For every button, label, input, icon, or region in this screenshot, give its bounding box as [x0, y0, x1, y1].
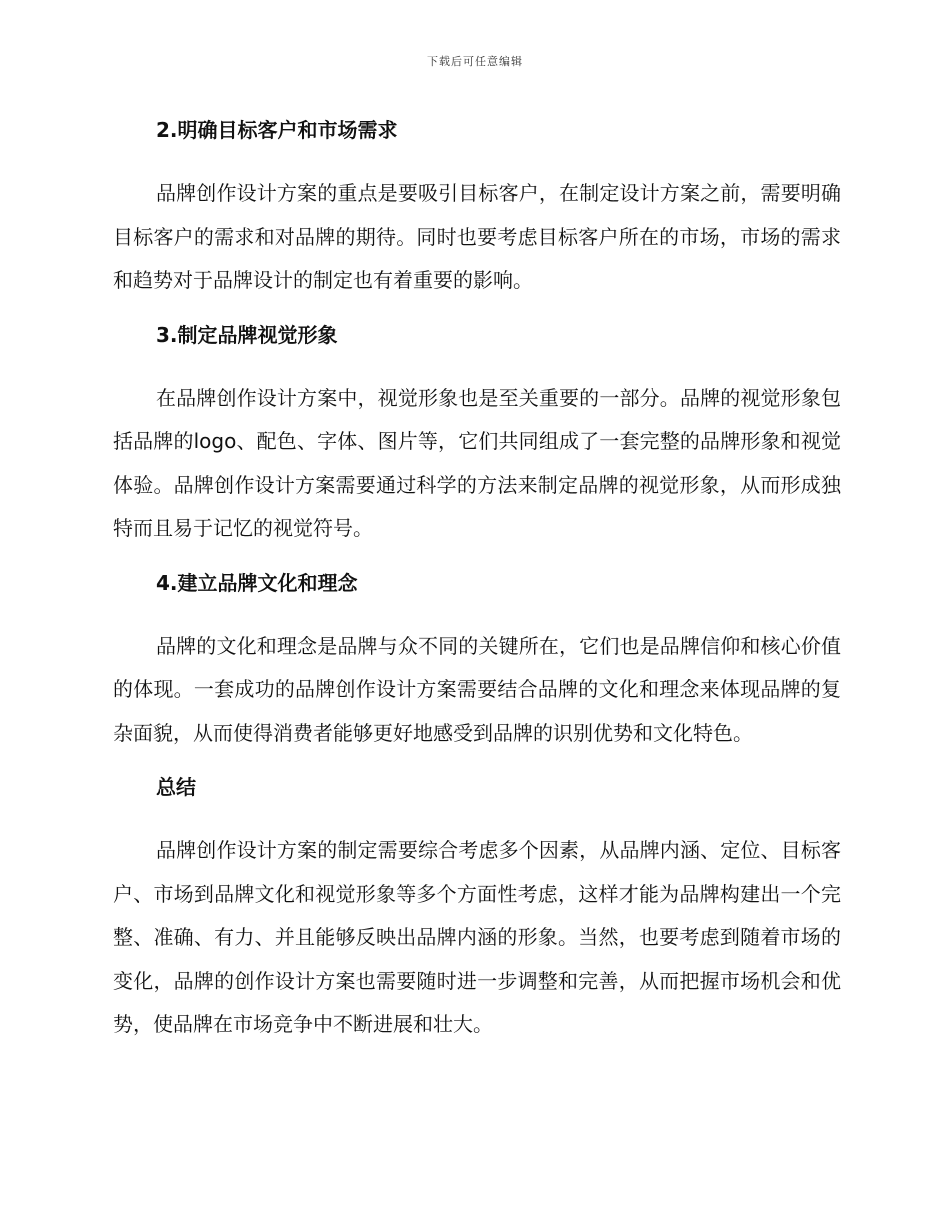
- section-heading: 2.明确目标客户和市场需求: [156, 118, 398, 142]
- section-target-customers: [113, 112, 841, 317]
- body-paragraph: 品牌创作设计方案的重点是要吸引目标客户，在制定设计方案之前，需要明确目标客户的需求和对品牌的期待。同时也要考虑目标客户所在的市场，市场的需求和趋势对于品牌设计的制定也有着重要的影响。: [113, 181, 841, 292]
- body-paragraph: 品牌创作设计方案的制定需要综合考虑多个因素，从品牌内涵、定位、目标客户、市场到品牌文化和视觉形象等多个方面性考虑，这样才能为品牌构建出一个完整、准确、有力、并且能够反映出品牌内涵的形象。当然，也要考虑到随着市场的变化，品牌的创作设计方案也需要随时进一步调整和完善，从而把握市场机会和优势，使品牌在市场竞争中不断进展和壮大。: [113, 838, 841, 1036]
- body-paragraph: 在品牌创作设计方案中，视觉形象也是至关重要的一部分。品牌的视觉形象包括品牌的logo、配色、字体、图片等，它们共同组成了一套完整的品牌形象和视觉体验。品牌创作设计方案需要通过科学的方法来制定品牌的视觉形象，从而形成独特而且易于记忆的视觉符号。: [113, 385, 841, 540]
- section-summary: [113, 769, 841, 1047]
- header-note: 下载后可任意编辑: [427, 55, 523, 68]
- section-heading: 总结: [156, 775, 196, 799]
- section-brand-culture: [113, 565, 841, 770]
- section-heading: 3.制定品牌视觉形象: [156, 322, 338, 347]
- body-paragraph: 品牌的文化和理念是品牌与众不同的关键所在，它们也是品牌信仰和核心价值的体现。一套成功的品牌创作设计方案需要结合品牌的文化和理念来体现品牌的复杂面貌，从而使得消费者能够更好地感受到品牌的识别优势和文化特色。: [113, 633, 841, 745]
- section-visual-identity: [113, 317, 841, 565]
- document-body: [113, 112, 841, 1047]
- section-heading: 4.建立品牌文化和理念: [156, 570, 358, 595]
